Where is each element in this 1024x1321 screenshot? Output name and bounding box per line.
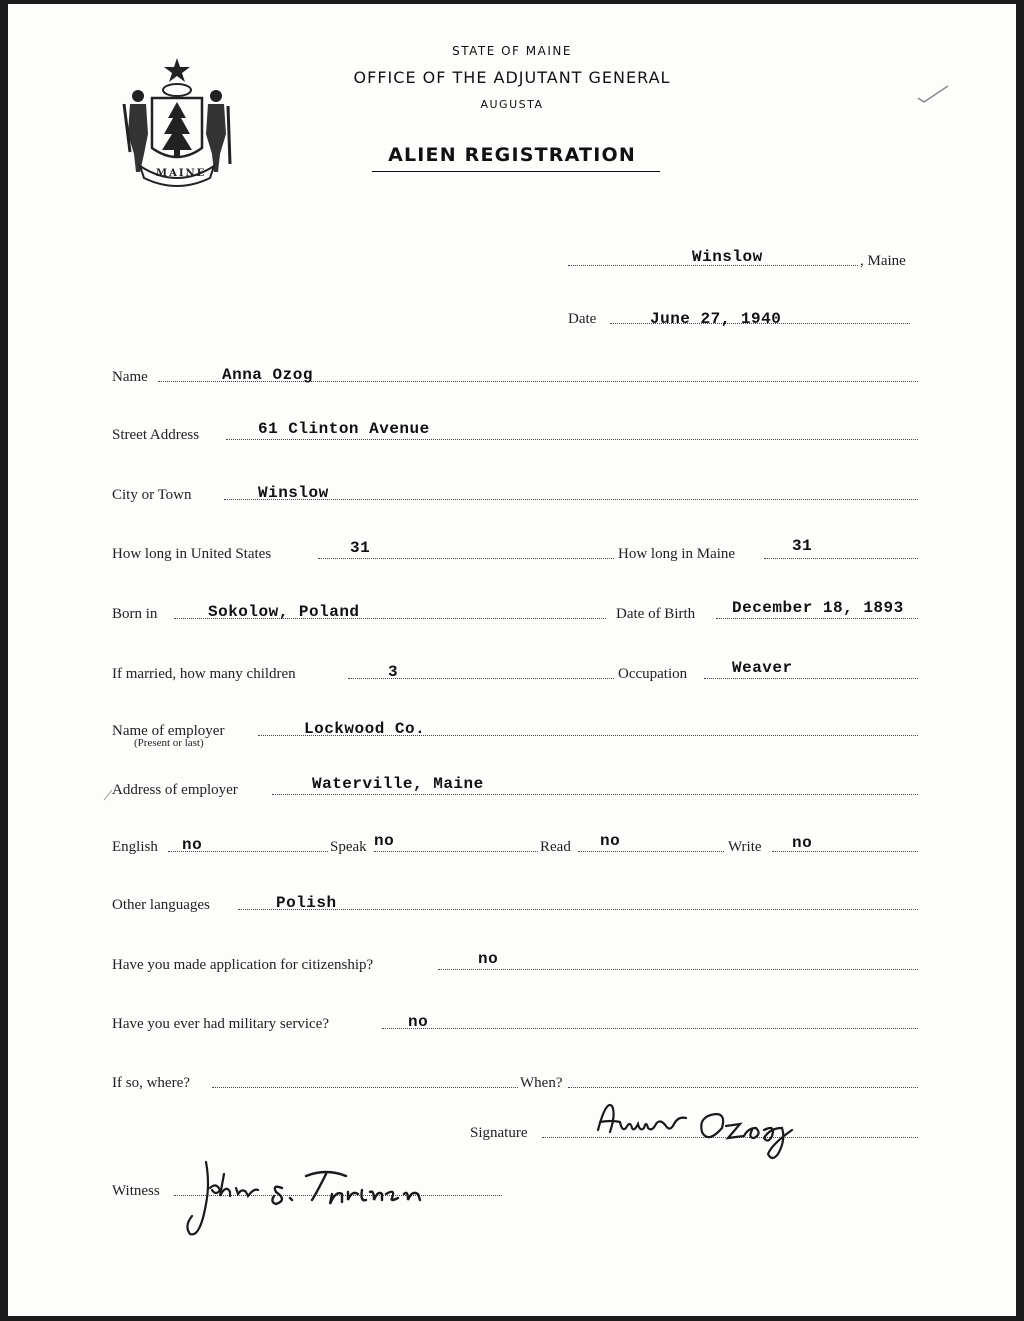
city-row (112, 478, 918, 504)
date-value[interactable]: June 27, 1940 (650, 310, 782, 328)
maine-suffix: , Maine (860, 253, 906, 269)
employer-value[interactable]: Lockwood Co. (304, 720, 426, 738)
name-value[interactable]: Anna Ozog (222, 366, 313, 384)
write-value[interactable]: no (792, 834, 813, 852)
name-label: Name (112, 369, 148, 385)
read-value[interactable]: no (600, 832, 621, 850)
service-detail-row (112, 1066, 918, 1092)
military-label: Have you ever had military service? (112, 1016, 329, 1032)
military-row (112, 1007, 918, 1033)
employer-address-value[interactable]: Waterville, Maine (312, 775, 484, 793)
employer-address-row (112, 773, 918, 799)
form-title: ALIEN REGISTRATION (388, 144, 636, 166)
form-sheet (8, 4, 1016, 1316)
other-languages-value[interactable]: Polish (276, 894, 337, 912)
children-value[interactable]: 3 (388, 663, 399, 681)
born-in-value[interactable]: Sokolow, Poland (208, 603, 360, 621)
citizenship-value[interactable]: no (478, 950, 499, 968)
birth-row (112, 597, 918, 623)
how-long-us-label: How long in United States (112, 546, 272, 562)
city-value[interactable]: Winslow (258, 484, 329, 502)
other-languages-label: Other languages (112, 897, 210, 913)
town-value[interactable]: Winslow (692, 248, 763, 266)
seal-motto: MAINE (156, 168, 207, 179)
title-underline (372, 171, 660, 172)
street-row (112, 418, 918, 444)
write-label: Write (728, 839, 762, 855)
signature-label: Signature (470, 1125, 528, 1141)
date-row (568, 302, 918, 328)
speak-value[interactable]: no (374, 832, 395, 850)
citizenship-row (112, 948, 918, 974)
applicant-signature (586, 1092, 836, 1164)
occupation-label: Occupation (618, 666, 688, 682)
date-label: Date (568, 311, 597, 327)
how-long-maine-label: How long in Maine (618, 546, 736, 562)
name-row (112, 360, 918, 386)
born-in-label: Born in (112, 606, 158, 622)
header-city: AUGUSTA (480, 98, 544, 111)
if-so-where-label: If so, where? (112, 1075, 190, 1091)
street-label: Street Address (112, 427, 200, 443)
speak-label: Speak (330, 839, 367, 855)
dob-value[interactable]: December 18, 1893 (732, 599, 904, 617)
header-office: OFFICE OF THE ADJUTANT GENERAL (353, 68, 671, 87)
english-value[interactable]: no (182, 836, 203, 854)
witness-label: Witness (112, 1183, 160, 1199)
citizenship-label: Have you made application for citizenship? (112, 957, 374, 973)
employer-label: Name of employer (112, 723, 225, 739)
residency-row (112, 537, 918, 563)
other-languages-row (112, 888, 918, 914)
children-label: If married, how many children (112, 666, 296, 682)
employer-note: (Present or last) (134, 737, 204, 749)
english-label: English (112, 839, 158, 855)
employer-address-label: Address of employer (112, 782, 238, 798)
city-label: City or Town (112, 487, 192, 503)
how-long-us-value[interactable]: 31 (350, 539, 371, 557)
dob-label: Date of Birth (616, 606, 696, 622)
how-long-maine-value[interactable]: 31 (792, 537, 813, 555)
street-value[interactable]: 61 Clinton Avenue (258, 420, 430, 438)
read-label: Read (540, 839, 571, 855)
language-row (112, 830, 918, 856)
stray-mark-icon (102, 788, 114, 802)
town-row (568, 244, 918, 270)
header-state: STATE OF MAINE (452, 44, 572, 58)
occupation-value[interactable]: Weaver (732, 659, 793, 677)
witness-signature (176, 1154, 466, 1246)
family-row (112, 657, 918, 683)
when-label: When? (520, 1075, 563, 1091)
employer-row (112, 714, 918, 749)
military-value[interactable]: no (408, 1013, 429, 1031)
